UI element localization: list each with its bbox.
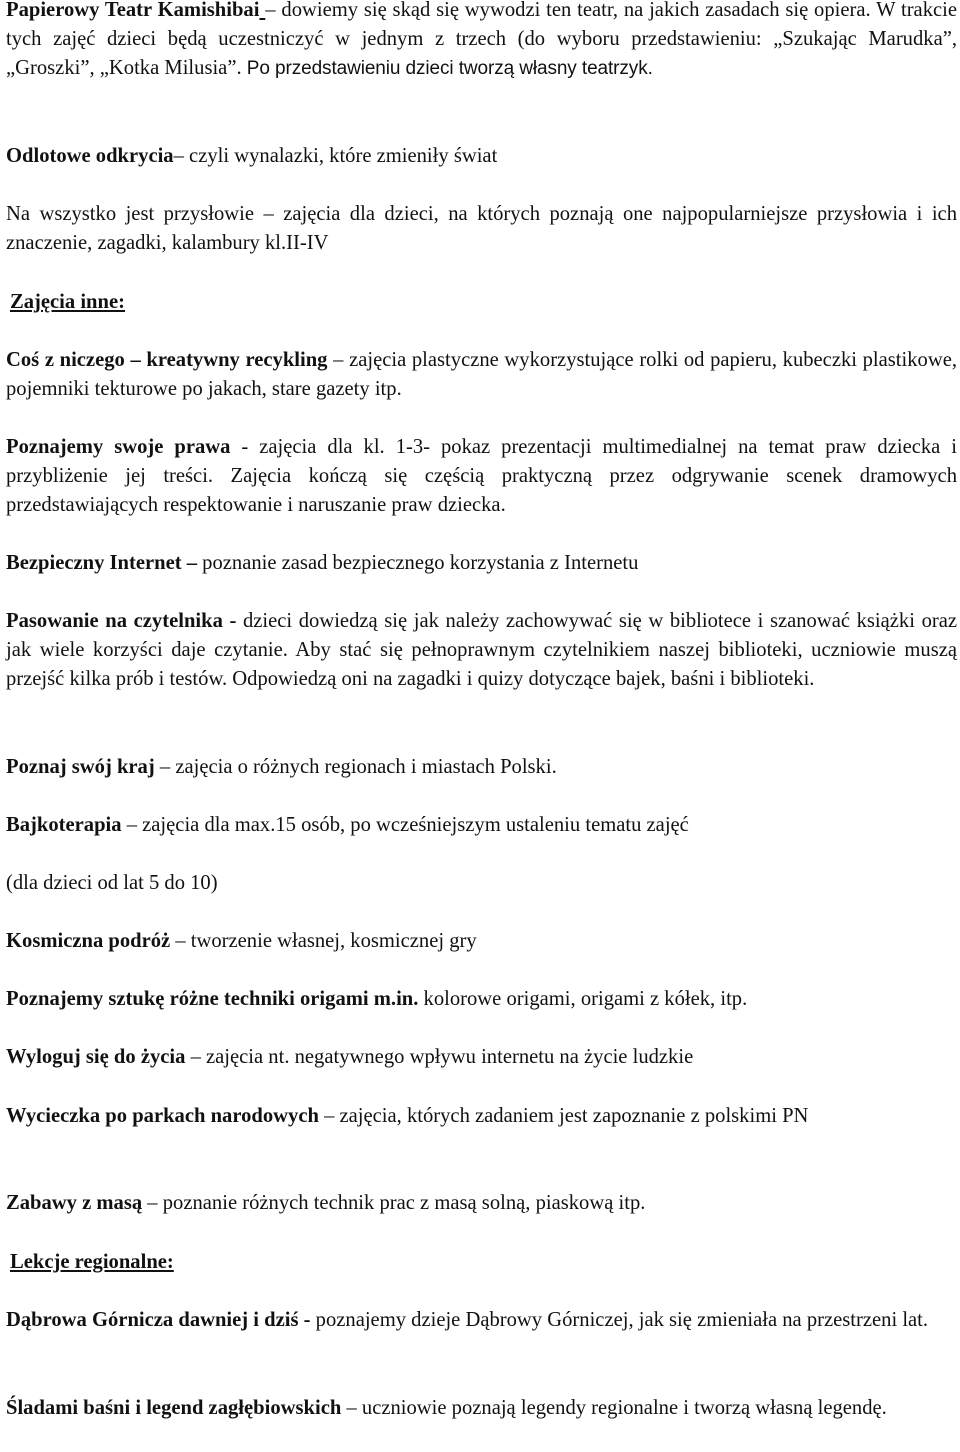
paragraph-pasowanie — [6, 607, 957, 694]
section-heading-inne: Zajęcia inne: — [10, 291, 125, 313]
odlotowe-body: – czyli wynalazki, które zmieniły świat — [173, 145, 498, 167]
paragraph-origami — [6, 985, 957, 1014]
dabrowa-title: Dąbrowa Górnicza dawniej i dziś - — [6, 1309, 311, 1331]
kamishibai-body-sans: Po przedstawieniu dzieci tworzą własny teatrzyk. — [241, 58, 653, 79]
cos-z-niczego-dash: – — [124, 349, 147, 371]
pasowanie-title: Pasowanie na czytelnika - — [6, 610, 237, 632]
przyslowie-suffix: II-IV — [286, 232, 329, 254]
paragraph-wycieczka — [6, 1102, 957, 1131]
bajkoterapia-title: Bajkoterapia — [6, 814, 122, 836]
wycieczka-title: Wycieczka po parkach narodowych — [6, 1105, 319, 1127]
bajkoterapia-body: – zajęcia dla max.15 osób, po wcześniejszym ustaleniu tematu zajęć — [121, 814, 689, 836]
paragraph-masa — [6, 1189, 957, 1218]
paragraph-bajkoterapia — [6, 811, 957, 840]
paragraph-cos-z-niczego — [6, 346, 957, 404]
przyslowie-body: Na wszystko jest przysłowie – zajęcia dla dzieci, na których poznają one najpopularniejsze przysłowia i ich znaczenie, zagadki, kalambury kl. — [6, 203, 957, 254]
kosmiczna-body: – tworzenie własnej, kosmicznej gry — [170, 930, 477, 952]
masa-title: Zabawy z masą — [6, 1192, 143, 1214]
wyloguj-title: Wyloguj się do życia — [6, 1046, 186, 1068]
sladami-title: Śladami baśni i legend zagłębiowskich — [6, 1397, 342, 1419]
paragraph-kamishibai — [6, 0, 957, 83]
paragraph-wyloguj — [6, 1043, 957, 1072]
paragraph-wiek: (dla dzieci od lat 5 do 10) — [6, 872, 218, 894]
cos-z-niczego-title: Coś z niczego — [6, 349, 125, 371]
paragraph-odlotowe — [6, 142, 957, 171]
wyloguj-body: – zajęcia nt. negatywnego wpływu internetu na życie ludzkie — [185, 1046, 694, 1068]
cos-z-niczego-subtitle: kreatywny recykling — [146, 349, 328, 371]
prawa-body-2: Zajęcia kończą się częścią praktyczną przez odgrywanie scenek dramowych przedstawiających respektowanie i naruszanie praw dziecka. — [6, 465, 957, 516]
kamishibai-title: Papierowy Teatr Kamishibai — [6, 0, 260, 21]
internet-title: Bezpieczny Internet — [6, 552, 182, 574]
section-heading-regionalne: Lekcje regionalne: — [10, 1251, 174, 1273]
dabrowa-body: poznajemy dzieje Dąbrowy Górniczej, jak się zmieniała na przestrzeni lat. — [310, 1309, 929, 1331]
origami-title: Poznajemy sztukę różne techniki origami m.in. — [6, 988, 419, 1010]
internet-dash: – — [181, 552, 203, 574]
cos-z-niczego-body: – zajęcia plastyczne wykorzystujące rolki od papieru, kubeczki plastikowe, pojemniki tekturowe po jakach, stare gazety itp. — [6, 349, 957, 400]
pasowanie-body: dzieci dowiedzą się jak należy zachowywać się w bibliotece i szanować książki oraz jak wiele korzyści daje czytanie. Aby stać się pełnoprawnym czytelnikiem naszej biblioteki, uczniowie muszą przejść kilka prób i testów. Odpowiedzą oni na zagadki i quizy dotyczące bajek, baśni i biblioteki. — [6, 610, 958, 690]
kamishibai-body: – dowiemy się skąd się wywodzi ten teatr, na jakich zasadach się opiera. W trakcie tych zajęć dzieci będą uczestniczyć w jednym z trzech (do wyboru przedstawieniu: „Szukając Marudka”, „Groszki”, „Kotka Milusia”. — [6, 0, 957, 79]
origami-body: kolorowe origami, origami z kółek, itp. — [418, 988, 748, 1010]
paragraph-sladami — [6, 1394, 957, 1423]
prawa-title: Poznajemy swoje prawa — [6, 436, 231, 458]
odlotowe-title: Odlotowe odkrycia — [6, 145, 174, 167]
paragraph-prawa — [6, 433, 957, 520]
kosmiczna-title: Kosmiczna podróż — [6, 930, 171, 952]
kraj-title: Poznaj swój kraj — [6, 756, 155, 778]
paragraph-przyslowie — [6, 200, 957, 258]
internet-body: poznanie zasad bezpiecznego korzystania z Internetu — [202, 552, 639, 574]
paragraph-kosmiczna — [6, 927, 957, 956]
masa-body: – poznanie różnych technik prac z masą solną, piaskową itp. — [142, 1192, 646, 1214]
wycieczka-body: – zajęcia, których zadaniem jest zapoznanie z polskimi PN — [318, 1105, 809, 1127]
paragraph-kraj — [6, 753, 957, 782]
paragraph-dabrowa — [6, 1306, 957, 1335]
sladami-body: – uczniowie poznają legendy regionalne i tworzą własną legendę. — [341, 1397, 887, 1419]
prawa-body: - zajęcia dla kl. 1-3- pokaz prezentacji multimedialnej na temat praw dziecka i przybliżenie jej treści. — [6, 436, 957, 487]
kraj-body: – zajęcia o różnych regionach i miastach Polski. — [154, 756, 557, 778]
paragraph-internet — [6, 549, 957, 578]
